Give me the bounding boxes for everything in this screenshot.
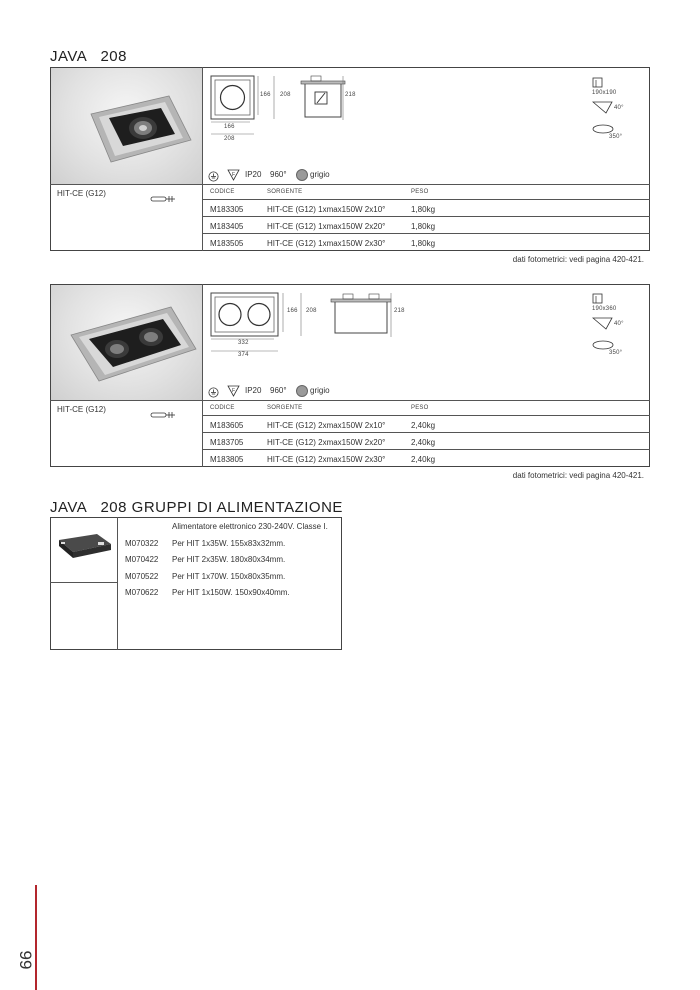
product-photo-double (51, 285, 202, 400)
table-row-weight: 2,40kg (411, 438, 436, 447)
list-item-desc: Per HIT 2x35W. 180x80x34mm. (172, 555, 286, 564)
table-row-source: HIT-CE (G12) 1xmax150W 2x30° (267, 239, 386, 248)
table-row-source: HIT-CE (G12) 1xmax150W 2x20° (267, 222, 386, 231)
list-item-code: M070422 (125, 555, 159, 564)
flammable-surface-icon (227, 168, 240, 186)
table-row-code: M183505 (210, 239, 244, 248)
flammable-surface-icon (227, 384, 240, 402)
table-row-source: HIT-CE (G12) 2xmax150W 2x10° (267, 421, 386, 430)
list-item-code: M070622 (125, 588, 159, 597)
power-supply-header: Alimentatore elettronico 230-240V. Classe I. (172, 522, 328, 531)
tilt-icon (592, 101, 614, 120)
lamp-type-1: HIT-CE (G12) (57, 189, 106, 198)
list-item-desc: Per HIT 1x35W. 155x83x32mm. (172, 539, 286, 548)
table-row-weight: 1,80kg (411, 239, 436, 248)
table-row-source: HIT-CE (G12) 1xmax150W 2x10° (267, 205, 386, 214)
list-item-desc: Per HIT 1x150W. 150x90x40mm. (172, 588, 290, 597)
table-row-weight: 2,40kg (411, 455, 436, 464)
photometric-note-1: dati fotometrici: vedi pagina 420-421. (512, 255, 644, 264)
table-row-weight: 2,40kg (411, 421, 436, 430)
product-photo-single (51, 68, 202, 184)
table-row-weight: 1,80kg (411, 205, 436, 214)
section3-title: JAVA 208 GRUPPI DI ALIMENTAZIONE (50, 499, 343, 516)
technical-drawing-1 (203, 68, 650, 184)
photometric-note-2: dati fotometrici: vedi pagina 420-421. (512, 471, 644, 480)
list-item-code: M070522 (125, 572, 159, 581)
svg-text:F: F (231, 172, 236, 178)
lamp-bulb-icon (150, 406, 176, 424)
table-row-weight: 1,80kg (411, 222, 436, 231)
earth-ground-icon (208, 385, 219, 403)
list-item-code: M070322 (125, 539, 159, 548)
tilt-icon (592, 317, 614, 336)
table-row-code: M183705 (210, 438, 244, 447)
svg-text:F: F (231, 388, 236, 394)
table-row-source: HIT-CE (G12) 2xmax150W 2x30° (267, 455, 386, 464)
page-number: 99 (16, 950, 35, 970)
technical-drawing-2 (203, 285, 650, 400)
accent-bar (35, 885, 37, 990)
table-row-code: M183605 (210, 421, 244, 430)
table-row-code: M183305 (210, 205, 244, 214)
color-swatch-icon (296, 169, 308, 181)
power-supply-photo (51, 518, 117, 582)
earth-ground-icon (208, 169, 219, 187)
lamp-bulb-icon (150, 190, 176, 208)
list-item-desc: Per HIT 1x70W. 150x80x35mm. (172, 572, 286, 581)
table-row-code: M183405 (210, 222, 244, 231)
table-row-code: M183805 (210, 455, 244, 464)
table-row-source: HIT-CE (G12) 2xmax150W 2x20° (267, 438, 386, 447)
lamp-type-2: HIT-CE (G12) (57, 405, 106, 414)
section1-title: JAVA 208 (50, 48, 127, 65)
color-swatch-icon (296, 385, 308, 397)
